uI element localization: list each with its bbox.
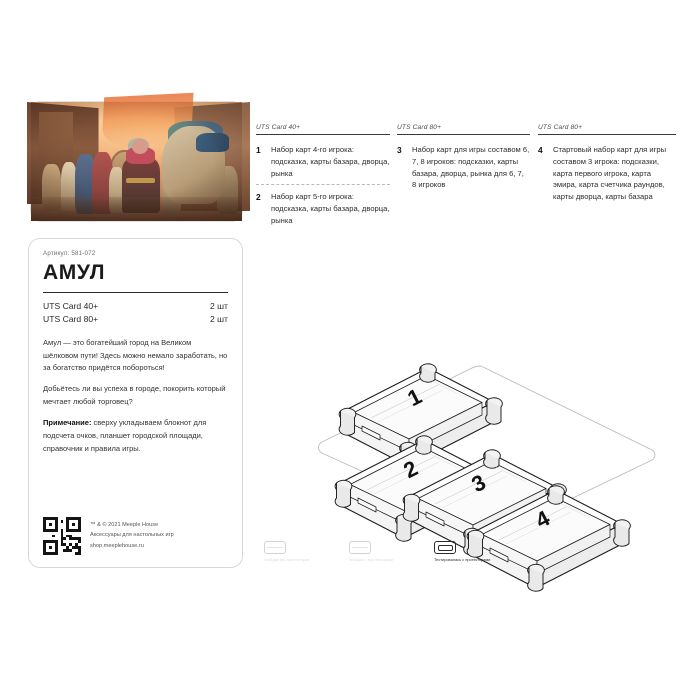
component-name: UTS Card 40+	[43, 301, 99, 311]
callout-group-uts80-b	[538, 124, 676, 208]
legend-label: Укладка без протекторов	[264, 557, 310, 562]
note-label: Примечание:	[43, 418, 92, 428]
sku-value: 581-072	[71, 250, 96, 257]
callout-text: Набор карт 4-го игрока: подсказка, карты базара, дворца, рынка	[271, 145, 390, 178]
callout-number: 3	[397, 145, 402, 155]
note-text: сверху укладываем блокнот для подсчета очков, планшет городской площади, справочник и правила игры.	[43, 418, 207, 453]
page-title: АМУЛ	[43, 261, 106, 284]
note-paragraph	[43, 417, 228, 456]
legend	[264, 541, 492, 563]
tray-plain-icon	[349, 541, 371, 554]
tagline-line: Аксессуары для настольных игр	[90, 532, 174, 539]
legend-item	[349, 541, 407, 563]
component-name: UTS Card 80+	[43, 314, 99, 325]
callout-item	[256, 141, 390, 184]
tray-number-4: 4	[531, 505, 554, 534]
component-qty: 2 шт	[210, 301, 228, 311]
legend-item	[434, 541, 492, 563]
callout-header: UTS Card 80+	[397, 124, 530, 135]
component-qty: 2 шт	[210, 314, 228, 325]
component-row	[43, 313, 228, 326]
callout-group-uts40	[256, 124, 390, 232]
legend-item	[264, 541, 322, 563]
callout-text: Набор карт для игры составом 6, 7, 8 игроков: подсказки, карты базара, дворца, рынка для 6, 7, 8 игроков	[412, 145, 530, 190]
callout-group-uts80-a	[397, 124, 530, 196]
tray-number-3: 3	[467, 469, 490, 498]
callout-header: UTS Card 80+	[538, 124, 676, 135]
callout-item	[538, 141, 676, 208]
tray-layout-illustration	[300, 272, 680, 534]
tray-number-1: 1	[403, 383, 426, 412]
description-paragraph-1: Амул — это богатейший город на Великом шёлковом пути! Здесь можно немало заработать, но за богатство придётся побороться!	[43, 337, 228, 373]
callout-number: 2	[256, 192, 261, 203]
sku-label: Артикул:	[43, 250, 70, 257]
callout-text: Стартовый набор карт для игры составом 3 игрока: подсказки, карта первого игрока, карта эмира, карта счетчика раундов, карты дворца, карты базара	[553, 145, 667, 202]
component-row	[43, 300, 228, 313]
tray-plain-icon	[264, 541, 286, 554]
sku-line	[43, 250, 228, 257]
footer-text-block	[90, 517, 174, 551]
title-divider	[43, 292, 228, 293]
callout-header: UTS Card 40+	[256, 124, 390, 135]
art-vignette	[31, 102, 242, 221]
callout-item	[397, 141, 530, 196]
tray-number-2: 2	[399, 455, 422, 484]
description-paragraph-2: Добьётесь ли вы успеха в городе, покорить который мечтает любой торговец?	[43, 384, 226, 407]
legend-label: Тестировалась с протекторами	[434, 557, 491, 562]
qr-code[interactable]	[43, 517, 81, 555]
callout-number: 4	[538, 145, 543, 155]
box-art-image	[31, 102, 242, 221]
callout-text: Набор карт 5-го игрока: подсказка, карты базара, дворца, рынка	[271, 192, 390, 225]
callout-number: 1	[256, 145, 261, 155]
tray-sleeved-icon	[434, 541, 456, 554]
website-line[interactable]: shop.meeplehouse.ru	[90, 542, 144, 549]
callout-item	[256, 184, 390, 231]
legend-label: Укладка с протекторами	[349, 557, 393, 562]
product-info-card	[28, 238, 243, 568]
copyright-line: ™ & © 2021 Meeple House	[90, 522, 159, 528]
card-footer	[43, 517, 174, 555]
